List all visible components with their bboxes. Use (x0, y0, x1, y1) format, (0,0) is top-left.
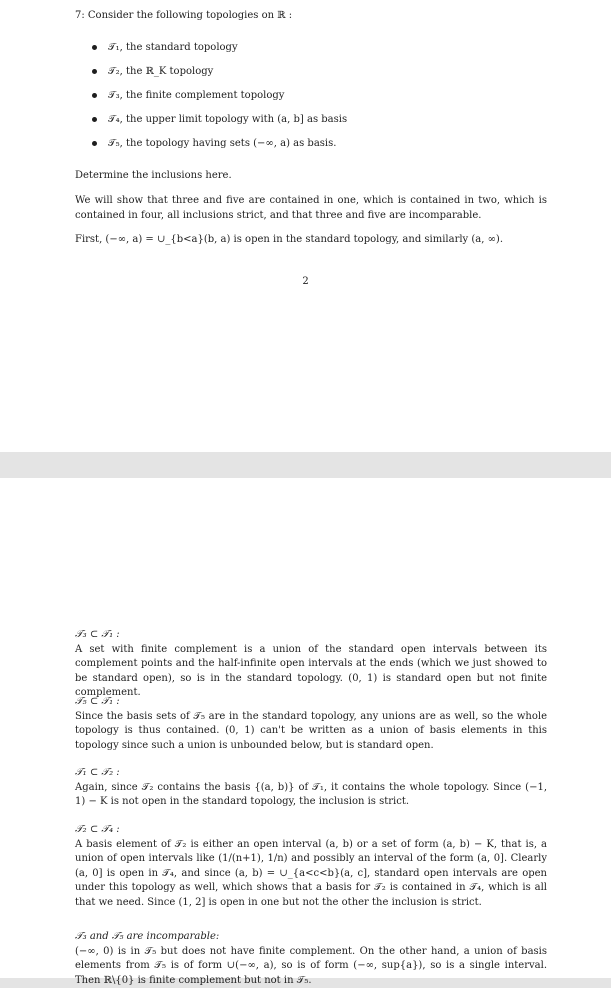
proof-section (75, 930, 547, 988)
proof-section (75, 823, 547, 910)
topology-item-text: 𝒯₃, the finite complement topology (108, 90, 285, 101)
bullet-icon (92, 93, 97, 98)
section-heading: 𝒯₃ and 𝒯₅ are incomparable: (75, 931, 220, 942)
topology-item-text: 𝒯₂, the ℝ_K topology (108, 66, 214, 77)
bullet-icon (92, 45, 97, 50)
topology-item-text: 𝒯₁, the standard topology (108, 42, 238, 53)
question-statement: 7: Consider the following topologies on ℝ : (75, 10, 293, 21)
page-two (0, 478, 611, 986)
proof-section (75, 766, 547, 810)
topology-list (88, 40, 508, 160)
bullet-icon (92, 117, 97, 122)
list-item (88, 88, 508, 112)
section-heading: 𝒯₂ ⊂ 𝒯₄ : (75, 824, 120, 835)
section-heading: 𝒯₅ ⊂ 𝒯₁ : (75, 696, 120, 707)
topology-item-text: 𝒯₅, the topology having sets (−∞, a) as basis. (108, 138, 337, 149)
topology-item-text: 𝒯₄, the upper limit topology with (a, b] as basis (108, 114, 348, 125)
section-heading: 𝒯₃ ⊂ 𝒯₁ : (75, 629, 120, 640)
task-instruction: Determine the inclusions here. (75, 170, 232, 181)
bullet-icon (92, 69, 97, 74)
section-body: (−∞, 0) is in 𝒯₅ but does not have finite complement. On the other hand, a union of basis elements from 𝒯₅ is of form ∪(−∞, a), so is of form (−∞, sup{a}), so is a single interval. Then ℝ\{0} is finite complement but not in 𝒯₅. (75, 945, 547, 986)
section-body: Since the basis sets of 𝒯₅ are in the standard topology, any unions are as well, so the whole topology is thus contained. (0, 1) can't be written as a union of basis elements in this topology since such a union is unbounded below, but is standard open. (75, 710, 547, 751)
page-one (0, 0, 611, 452)
section-body: Again, since 𝒯₂ contains the basis {(a, b)} of 𝒯₁, it contains the whole topology. Since (−1, 1) − K is not open in the standard topology, the inclusion is strict. (75, 781, 547, 807)
proof-section (75, 628, 547, 701)
section-body: A set with finite complement is a union of the standard open intervals between its complement points and the half-infinite open intervals at the ends (which we just showed to be standard open), so is in the standard topology. (0, 1) is standard open but not finite complement. (75, 643, 547, 698)
proof-overview: We will show that three and five are contained in one, which is contained in two, which is contained in four, all inclusions strict, and that three and five are incomparable. (75, 195, 547, 221)
first-observation: First, (−∞, a) = ∪_{b<a}(b, a) is open in the standard topology, and similarly (a, ∞). (75, 234, 504, 245)
list-item (88, 112, 508, 136)
page-number: 2 (302, 276, 309, 287)
list-item (88, 136, 508, 160)
bullet-icon (92, 141, 97, 146)
section-heading: 𝒯₁ ⊂ 𝒯₂ : (75, 767, 120, 778)
section-body: A basis element of 𝒯₂ is either an open interval (a, b) or a set of form (a, b) − K, that is, a union of open intervals like (1/(n+1), 1/n) and possibly an interval of the form (a, 0]. Clearly (a, 0] is open in 𝒯₄, and since (a, b) = ∪_{a<c<b}(a, c], standard open intervals are open under this topology as well, which shows that a basis for 𝒯₂ is contained in 𝒯₄, which is all that we need. Since (1, 2] is open in one but not the other the inclusion is strict. (75, 838, 547, 908)
list-item (88, 64, 508, 88)
list-item (88, 40, 508, 64)
proof-section (75, 695, 547, 753)
